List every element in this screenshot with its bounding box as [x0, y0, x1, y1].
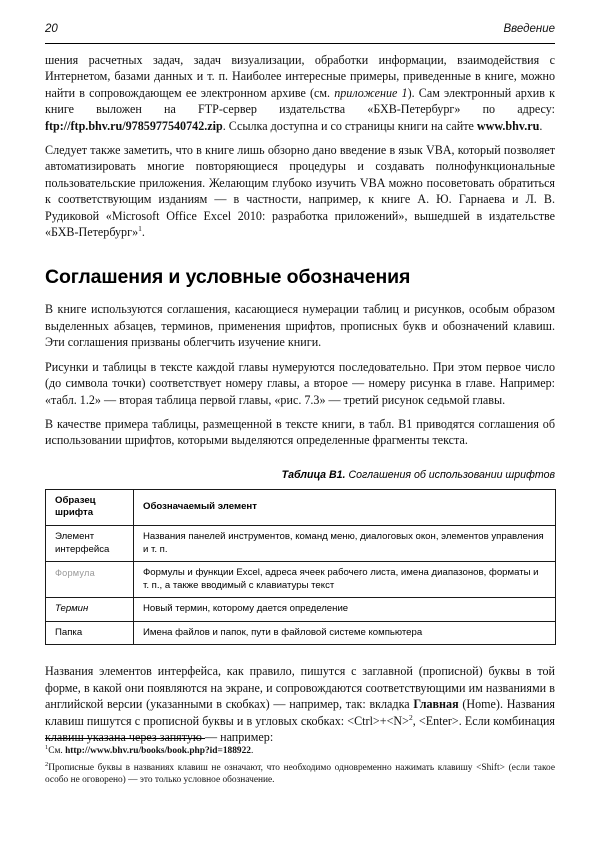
page-number: 20	[45, 23, 58, 35]
table-cell-description: Названия панелей инструментов, команд меню, диалоговых окон, элементов управления и т. п.	[134, 525, 556, 561]
footnote-text: См.	[48, 746, 66, 756]
table-row	[46, 562, 556, 598]
footnote-link: http://www.bhv.ru/books/book.php?id=188922	[65, 746, 251, 756]
footnote-text: Прописные буквы в названиях клавиш не означают, что необходимо одновременно нажимать клавишу <Shift> (если такое особо не оговорено) — это только условное обозначение.	[45, 762, 555, 786]
table-cell-description: Новый термин, которому дается определение	[134, 598, 556, 622]
table-header-row	[46, 489, 556, 525]
table-caption	[45, 468, 555, 482]
paragraph-text: .	[539, 118, 543, 133]
paragraph-text: .	[141, 225, 145, 240]
table-caption-number: Таблица В1.	[281, 468, 346, 481]
table-header-element: Обозначаемый элемент	[134, 489, 556, 525]
paragraph-vba-note	[45, 142, 555, 240]
running-section-title: Введение	[503, 23, 555, 35]
appendix-reference: приложение 1	[334, 85, 408, 100]
footnote-marker-2: 2	[408, 712, 413, 722]
paragraph-text: Названия элементов интерфейса, как правило, пишутся с заглавной (прописной) буквы в той форме, в какой они появляются на экране, и сопровождаются соответствующими им названиями в английской версии (указанными в скобках) — например, так: вкладка	[45, 664, 555, 712]
section-heading: Соглашения и условные обозначения	[45, 266, 411, 289]
footnotes-block	[45, 738, 555, 791]
paragraph-numbering-rules: Рисунки и таблицы в тексте каждой главы нумеруются последовательно. При этом первое число (до символа точки) соответствует номеру главы, а второе — номеру рисунка в главе. Например: «табл. 1.2» — вторая таблица первой главы, «рис. 7.3» — третий рисунок седьмой главы.	[45, 359, 555, 407]
footnote-number: 1	[45, 743, 49, 751]
paragraph-conventions-overview: В книге используются соглашения, касающиеся нумерации таблиц и рисунков, особым образом выделенных абзацев, терминов, применения шрифтов, прописных букв и обозначений клавиш. Эти соглашения призваны облегчить изучение книги.	[45, 302, 555, 350]
page-content	[45, 52, 555, 754]
footnote-separator-rule	[45, 738, 205, 739]
table-cell-sample: Папка	[46, 621, 134, 645]
table-cell-description: Формулы и функции Excel, адреса ячеек рабочего листа, имена диапазонов, форматы и т. п., а также вводимый с клавиатуры текст	[134, 562, 556, 598]
table-row	[46, 598, 556, 622]
paragraph-text: шения расчетных задач, задач визуализации, обработки информации, взаимодействия с Интернетом, базами данных и т. п. Наиболее интересные примеры, приведенные в книге, можно найти в сопровождающем ее электронном архиве (см.	[45, 53, 555, 100]
table-header-sample: Образец шрифта	[46, 489, 134, 525]
running-head	[45, 22, 555, 44]
table-caption-title: Соглашения об использовании шрифтов	[348, 468, 555, 481]
font-conventions-table	[45, 489, 556, 646]
footnote-text: .	[250, 746, 254, 756]
paragraph-intro-archive	[45, 52, 555, 134]
footnote-number: 2	[45, 760, 49, 768]
paragraph-text: Следует также заметить, что в книге лишь обзорно дано введение в язык VBA, который позволяет автоматизировать многие повторяющиеся процедуры и создавать полнофункциональные пользовательские приложения. Желающим глубоко изучить VBA можно посоветовать обратиться к соответствующим изданиям — в частности, например, к книге А. Ю. Гарнаева и Л. В. Рудиковой «Microsoft Office Excel 2010: разработка приложений», вышедшей в издательстве «БХВ-Петербург»	[45, 143, 555, 240]
paragraph-text: . Ссылка доступна и со страницы книги на сайте	[222, 118, 477, 133]
paragraph-text: , <Enter>. Если комбинация клавиш указана через запятую — например:	[45, 713, 555, 745]
paragraph-table-intro: В качестве примера таблицы, размещенной в тексте книги, в табл. В1 приводятся соглашения об использовании шрифтов, которыми выделяются определенные фрагменты текста.	[45, 416, 555, 448]
paragraph-text: (Home). Названия клавиш пишутся с прописной буквы и в угловых скобках: <Ctrl>+<N>	[45, 697, 555, 728]
footnote-2	[45, 762, 555, 787]
table-cell-description: Имена файлов и папок, пути в файловой системе компьютера	[134, 621, 556, 645]
paragraph-interface-naming	[45, 663, 555, 745]
footnote-1	[45, 745, 555, 758]
paragraph-text: ). Сам электронный архив к книге выложен на FTP-сервер издательства «БХВ-Петербург» по адресу:	[45, 85, 555, 117]
table-cell-sample: Формула	[46, 562, 134, 598]
ftp-archive-link: ftp://ftp.bhv.ru/9785977540742.zip	[45, 118, 223, 133]
footnote-marker-1: 1	[138, 224, 142, 234]
ribbon-tab-name: Главная	[413, 697, 459, 712]
table-row	[46, 621, 556, 645]
website-link: www.bhv.ru	[476, 118, 540, 133]
table-cell-sample: Элемент интерфейса	[46, 525, 134, 561]
table-row	[46, 525, 556, 561]
table-cell-sample: Термин	[46, 598, 134, 622]
